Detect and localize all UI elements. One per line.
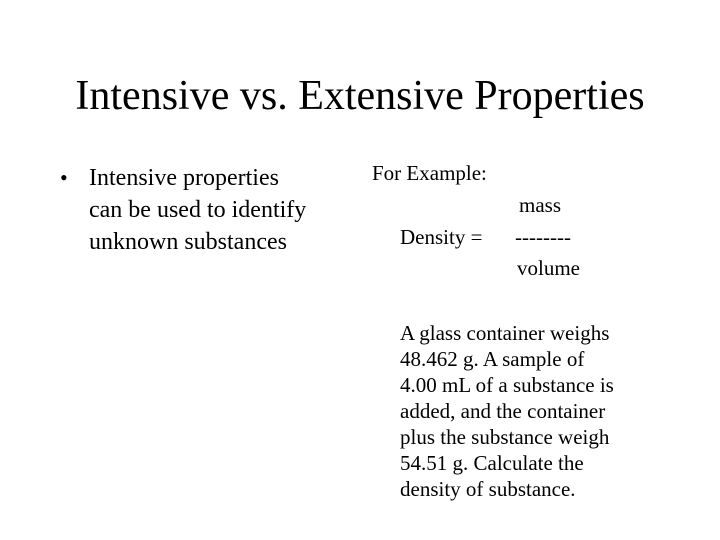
problem-line: A glass container weighs: [400, 321, 610, 345]
problem-line: 48.462 g. A sample of: [400, 347, 585, 371]
slide-title: Intensive vs. Extensive Properties: [75, 73, 645, 119]
problem-line: 4.00 mL of a substance is: [400, 373, 614, 397]
example-problem: [400, 320, 700, 502]
problem-line: plus the substance weigh: [400, 425, 610, 449]
formula-lhs: Density =: [400, 225, 483, 249]
bullet-text: [89, 162, 369, 258]
bullet-line: Intensive properties: [89, 165, 279, 191]
formula-fraction-bar: --------: [515, 225, 571, 249]
bullet-line: can be used to identify: [89, 197, 307, 223]
problem-line: added, and the container: [400, 399, 606, 423]
problem-line: 54.51 g. Calculate the: [400, 451, 584, 475]
bullet-line: unknown substances: [89, 229, 287, 255]
formula-numerator: mass: [519, 193, 561, 217]
example-label: For Example:: [372, 161, 487, 185]
formula-denominator: volume: [517, 256, 580, 280]
bullet-icon: •: [60, 165, 68, 190]
problem-line: density of substance.: [400, 477, 576, 501]
